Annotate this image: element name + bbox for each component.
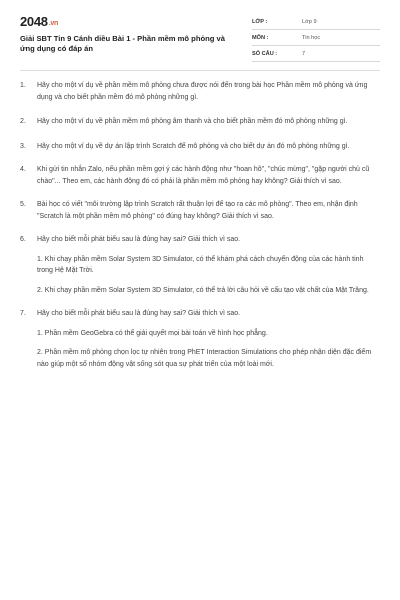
site-logo[interactable] (20, 14, 58, 29)
meta-row-count (252, 48, 380, 62)
header (20, 14, 380, 62)
question-item (20, 164, 376, 187)
question-number: 5. (20, 201, 26, 208)
meta-table (252, 16, 380, 62)
meta-label: LỚP : (252, 19, 268, 25)
header-divider (20, 70, 380, 71)
question-item (20, 199, 376, 222)
question-item (20, 234, 376, 296)
question-text: Hãy cho biết mỗi phát biểu sau là đúng hay sai? Giải thích vì sao. (37, 310, 241, 317)
meta-value: Lớp 9 (302, 19, 317, 25)
question-text: Bài học có viết "môi trường lập trình Scratch rất thuận lợi để tạo ra các mô phỏng". Theo em, nhận định "Scratch là một phần mềm mô phỏng" có đúng hay không? Giải thích vì sao. (37, 201, 358, 220)
meta-label: MÔN : (252, 35, 269, 41)
meta-value: Tin học (302, 35, 321, 41)
logo-text: 2048 (20, 14, 48, 29)
question-number: 2. (20, 118, 26, 125)
question-text: Hãy cho một ví dụ về phần mềm mô phỏng âm thanh và cho biết phần mềm đó mô phỏng những gì. (37, 118, 348, 125)
meta-label: SỐ CÂU : (252, 51, 278, 57)
question-text: Hãy cho một ví dụ về dự án lập trình Scratch để mô phỏng và cho biết dự án đó mô phỏng những gì. (37, 142, 350, 150)
logo-suffix: .vn (48, 20, 58, 27)
meta-value: 7 (302, 51, 306, 57)
question-number: 4. (20, 166, 26, 173)
statement-2: 2. Phần mềm mô phỏng chọn lọc tự nhiên trong PhET Interaction Simulations cho phép nhận diện đặc điểm nào giúp một số nhóm động vật sống sót qua sự phát triển của một loài mới. (37, 349, 372, 368)
question-item (20, 308, 376, 370)
question-item (20, 141, 376, 153)
statement-1: 1. Phần mềm GeoGebra có thể giải quyết mọi bài toán về hình học phẳng. (37, 329, 268, 337)
statement-2: 2. Khi chạy phần mềm Solar System 3D Simulator, có thể trả lời câu hỏi về cấu tạo vật chất của Mặt Trăng. (37, 286, 369, 294)
question-text: Khi gửi tin nhắn Zalo, nếu phần mềm gợi ý các hành động như "hoan hô", "chúc mừng", "gặp người chủ cũ chào"... Theo em, các hành động đó có phải là phần mềm mô phỏng hay không? Giải thích vì sao. (37, 166, 370, 185)
question-text: Hãy cho biết mỗi phát biểu sau là đúng hay sai? Giải thích vì sao. (37, 236, 241, 243)
question-number: 1. (20, 82, 26, 89)
statement-1: 1. Khi chạy phần mềm Solar System 3D Simulator, có thể khám phá cách chuyển động của các hành tinh trong Hệ Mặt Trời. (37, 255, 364, 274)
question-text: Hãy cho một ví dụ về phần mềm mô phỏng chưa được nói đến trong bài học Phần mềm mô phỏng và ứng dụng và cho biết phần mềm đó mô phỏng những gì. (37, 82, 368, 101)
meta-row-grade (252, 16, 380, 30)
question-number: 7. (20, 310, 26, 317)
question-item (20, 80, 376, 103)
page-title: Giải SBT Tin 9 Cánh diều Bài 1 - Phần mềm mô phỏng và ứng dụng có đáp án (20, 34, 225, 53)
question-number: 6. (20, 236, 26, 243)
question-number: 3. (20, 142, 26, 150)
question-list (20, 80, 376, 381)
question-item (20, 116, 376, 128)
meta-row-subject (252, 32, 380, 46)
